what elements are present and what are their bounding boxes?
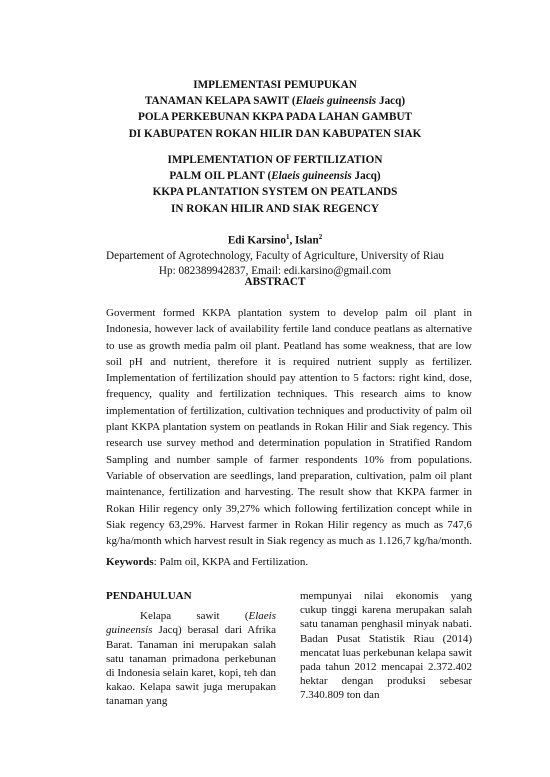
title-line: KKPA PLANTATION SYSTEM ON PEATLANDS — [152, 186, 398, 199]
species-name: Elaeis guineensis — [271, 170, 352, 183]
author-block — [40, 230, 510, 279]
title-line: IMPLEMENTATION OF FERTILIZATION — [167, 154, 383, 166]
title-line: TANAMAN KELAPA SAWIT (Elaeis guineensis Jacq) — [144, 95, 406, 108]
species-name: Elaeis guineensis — [295, 95, 377, 108]
abstract-body: Goverment formed KKPA plantation system to develop palm oil plant in Indonesia, however lack of availability fertile land conduce peatlans as alternative to use as growth media palm oil plant. Peatland has some weakness, that are low soil pH and nutrient, therefore it is required nutrient supply as fertilizer. Implementation of fertilization should pay attention to 5 factors: right kind, dose, frequency, quality and fertilization techniques. This research aims to know implementation of fertilization, cultivation techniques and productivity of palm oil plant KKPA plantation system on peatlands in Rokan Hilir and Siak regency. This research use survey method and determination population in Stratified Random Sampling and number sample of farmer respondents 10% from populations. Variable of observation are seedlings, land preparation, cultivation, palm oil plant maintenance, fertilization and harvesting. The result show that KKPA farmer in Rokan Hilir regency only 39,27% which following fertilization concept while in Siak regency 63,29%. Harvest farmer in Rokan Hilir regency as much as 747,6 kg/ha/month which harvest result in Siak regency as much as 1.126,7 kg/ha/month. — [106, 307, 472, 548]
title-line: IN ROKAN HILIR AND SIAK REGENCY — [171, 202, 379, 215]
intro-left-column: PENDAHULUAN Kelapa sawit (Elaeis guineensis Jacq) berasal dari Afrika Barat. Tanaman ini merupakan salah satu tanaman primadona perkebunan di Indonesia selain karet, kopi, teh dan kakao. Kelapa sawit juga merupakan tanaman yang — [106, 590, 276, 708]
species-name: Elaeis guineensis — [106, 610, 276, 637]
title-line: IMPLEMENTASI PEMUPUKAN — [193, 79, 357, 91]
abstract-heading: ABSTRACT — [244, 276, 306, 288]
title-indonesian — [60, 77, 490, 142]
author-names: Edi Karsino$^1$, Islan$^2$ — [227, 233, 323, 247]
title-line: PALM OIL PLANT (Elaeis guineensis Jacq) — [169, 170, 381, 183]
title-english — [60, 152, 490, 217]
keywords-label: Keywords — [106, 556, 154, 568]
author-contact: Hp: 082389942837, Email: edi.karsino@gmail.com — [158, 264, 392, 277]
keywords-line — [106, 556, 472, 568]
intro-right-column: mempunyai nilai ekonomis yang cukup tinggi karena merupakan salah satu tanaman penghasil minyak nabati. Badan Pusat Statistik Riau (2014) mencatat luas perkebunan kelapa sawit pada tahun 2012 mencapai 2.372.402 hektar dengan produksi sebesar 7.340.809 ton dan — [300, 590, 472, 702]
author-affiliation: Departement of Agrotechnology, Faculty of Agriculture, University of Riau — [106, 249, 444, 262]
title-line: DI KABUPATEN ROKAN HILIR DAN KABUPATEN SIAK — [128, 127, 422, 140]
keywords-text: : Palm oil, KKPA and Fertilization. — [153, 556, 309, 568]
title-line: POLA PERKEBUNAN KKPA PADA LAHAN GAMBUT — [138, 111, 412, 124]
section-heading: PENDAHULUAN — [106, 590, 192, 602]
